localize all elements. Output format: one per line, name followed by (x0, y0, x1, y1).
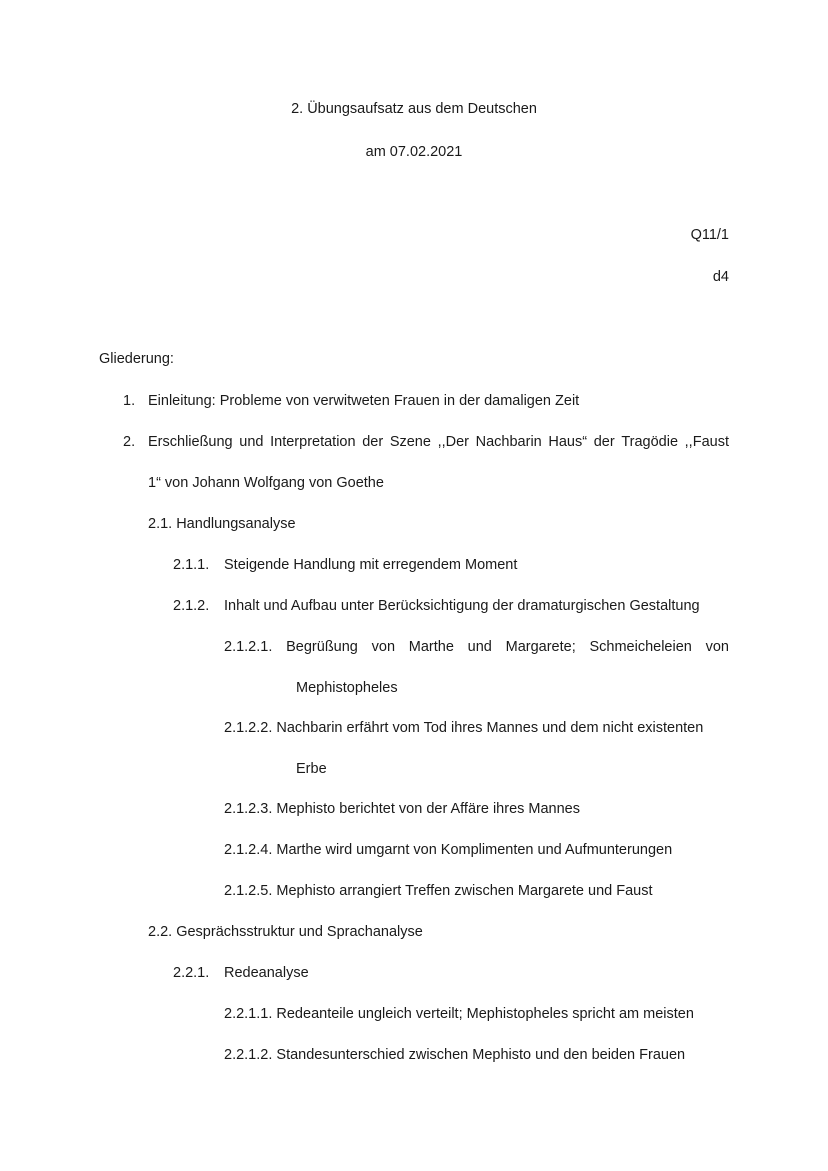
word: Erschließung (148, 434, 233, 450)
section-text: Inhalt und Aufbau unter Berücksichtigung der dramaturgischen Gestaltung (224, 598, 700, 614)
section-2-1-2-1 (224, 638, 729, 656)
word: von (371, 639, 396, 655)
word: 2.1.2.1. (224, 639, 273, 655)
outline-item-number: 1. (123, 393, 136, 409)
section-2-2-1-1: 2.2.1.1. Redeanteile ungleich verteilt; Mephistopheles spricht am meisten (224, 1006, 694, 1022)
word: ,,Faust (684, 434, 729, 450)
section-number: 2.2.1. (173, 965, 210, 981)
outline-item-text: Einleitung: Probleme von verwitweten Frauen in der damaligen Zeit (148, 393, 580, 409)
word: Schmeicheleien (589, 639, 692, 655)
section-2-2-1-2: 2.2.1.2. Standesunterschied zwischen Mephisto und den beiden Frauen (224, 1047, 686, 1063)
section-2-1-2-2-cont: Erbe (296, 761, 327, 777)
word: und (467, 639, 492, 655)
outline-item-1 (123, 392, 579, 410)
word: Haus“ (548, 434, 588, 450)
section-2-1-2 (173, 597, 700, 615)
student-code: d4 (712, 269, 729, 285)
section-2-1-1 (173, 556, 517, 574)
section-number: 2.1.2. (173, 598, 210, 614)
section-text: Redeanalyse (224, 965, 309, 981)
section-2-1-2-4: 2.1.2.4. Marthe wird umgarnt von Komplimenten und Aufmunterungen (224, 842, 673, 858)
outline-item-2-line2: 1“ von Johann Wolfgang von Goethe (148, 475, 384, 491)
word: und (239, 434, 264, 450)
word: Tragödie (621, 434, 679, 450)
section-2-2-1 (173, 964, 309, 982)
word: Nachbarin (475, 434, 542, 450)
word: der (593, 434, 615, 450)
section-2-1-2-1-cont: Mephistopheles (296, 680, 398, 696)
class-label: Q11/1 (690, 227, 729, 243)
section-2-1-2-3: 2.1.2.3. Mephisto berichtet von der Affäre ihres Mannes (224, 801, 580, 817)
word: Interpretation (270, 434, 356, 450)
word: der (362, 434, 384, 450)
essay-title: 2. Übungsaufsatz aus dem Deutschen (291, 101, 537, 117)
section-text: Steigende Handlung mit erregendem Moment (224, 557, 518, 573)
section-2-1-2-2: 2.1.2.2. Nachbarin erfährt vom Tod ihres Mannes und dem nicht existenten (224, 720, 704, 736)
outline-item-number-2: 2. (123, 434, 136, 450)
word: von (705, 639, 729, 655)
section-2-1: 2.1. Handlungsanalyse (148, 516, 296, 532)
word: Begrüßung (286, 639, 358, 655)
word: Szene (389, 434, 431, 450)
section-2-1-2-5: 2.1.2.5. Mephisto arrangiert Treffen zwischen Margarete und Faust (224, 883, 653, 899)
word: Margarete; (505, 639, 576, 655)
section-number: 2.1.1. (173, 557, 210, 573)
section-2-2: 2.2. Gesprächsstruktur und Sprachanalyse (148, 924, 423, 940)
word: Marthe (408, 639, 454, 655)
essay-date: am 07.02.2021 (365, 144, 463, 160)
outline-item-2-line1 (148, 433, 729, 451)
outline-heading: Gliederung: (99, 351, 174, 367)
word: ,,Der (437, 434, 469, 450)
